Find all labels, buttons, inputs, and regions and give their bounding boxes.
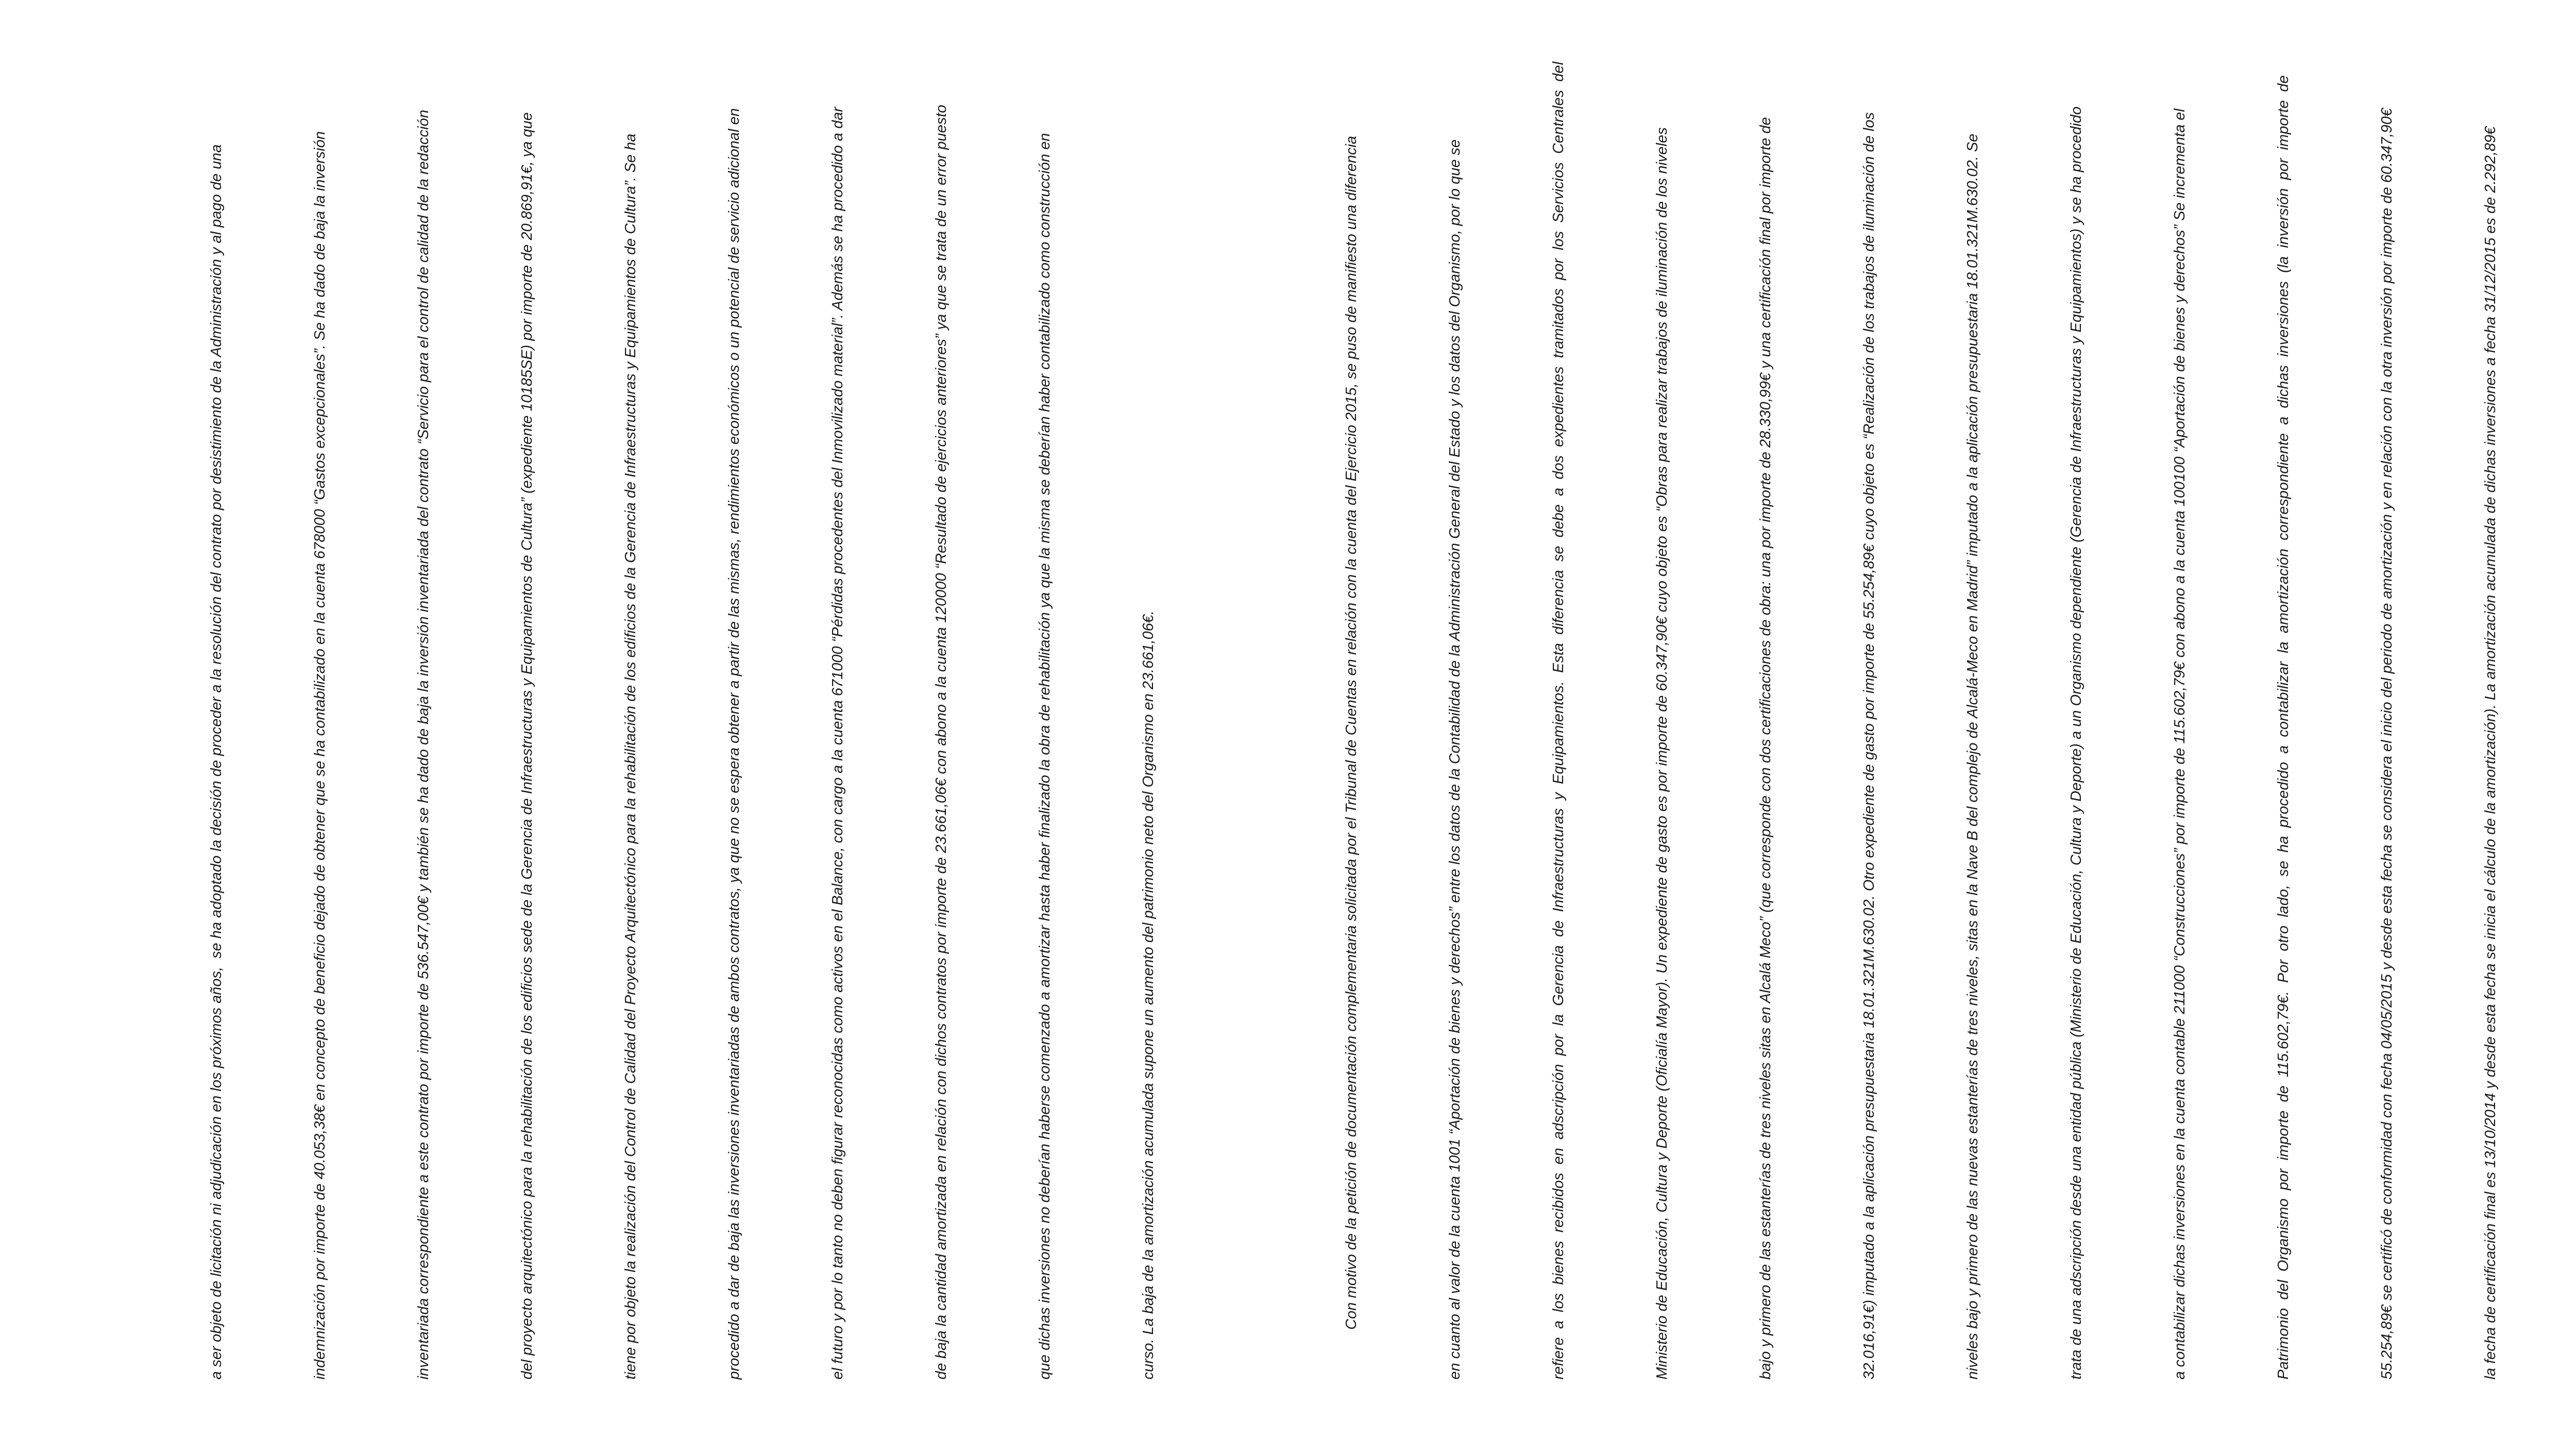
text-line: 55.254,89€ se certificó de conformidad con fecha 04/05/2015 y desde esta fecha se considera el inicio del periodo de amortización y en relación con la otra inversión por importe de 60.347,90€ [2379,108,2395,1380]
text-line: a ser objeto de licitación ni adjudicación en los próximos años, se ha adoptado la decisión de proceder a la resolución del contrato por desistimiento de la Administración y al pago de una [208,144,225,1380]
text-line: procedido a dar de baja las inversiones inventariadas de ambos contratos, ya que no se espera obtener a partir de las mismas, rendimientos económicos o un potencial de servicio adicional en [726,108,742,1380]
text-line: Con motivo de la petición de documentación complementaria solicitada por el Tribunal de Cuentas en relación con la cuenta del Ejercicio 2015, se puso de manifiesto una diferencia [1343,135,1360,1380]
text-line: del proyecto arquitectónico para la rehabilitación de los edificios sede de la Gerencia de Infraestructuras y Equipamientos de Cultura” (expediente 10185SE) por importe de 20.869,91€, ya que [519,112,535,1380]
text-line: trata de una adscripción desde una entidad pública (Ministerio de Educación, Cultura y Deporte) a un Organismo dependiente (Gerencia de Infraestructuras y Equipamientos) y se ha procedido [2068,106,2084,1380]
text-line: niveles bajo y primero de las nuevas estanterías de tres niveles, sitas en la Nave B del complejo de Alcalá-Meco en Madrid” imputado a la aplicación presupuestaria 18.01.321M.630.02. Se [1964,133,1981,1380]
text-line: el futuro y por lo tanto no deben figurar reconocidas como activos en el Balance, con cargo a la cuenta 671000 “Pérdidas procedentes del Inmovilizado material”. Además se ha procedido a dar [829,107,846,1380]
text-line: que dichas inversiones no deberían haberse comenzado a amortizar hasta haber finalizado la obra de rehabilitación ya que la misma se deberían haber contabilizado como construcción en [1037,133,1053,1380]
text-line: curso. La baja de la amortización acumulada supone un aumento del patrimonio neto del Organismo en 23.661,06€. [1140,610,1157,1380]
text-line: 32.016,91€) imputado a la aplicación presupuestaria 18.01.321M.630.02. Otro expediente de gasto por importe de 55.254,89€ cuyo objeto es “Realización de los trabajos de iluminación de los [1861,112,1877,1380]
text-line: inventariada correspondiente a este contrato por importe de 536.547,00€ y también se ha dado de baja la inversión inventariada del contrato “Servicio para el control de calidad de la redacción [415,110,432,1380]
text-line: en cuanto al valor de la cuenta 1001 “Aportación de bienes y derechos” entre los datos de la Contabilidad de la Administración General del Estado y los datos del Organismo, por lo que se [1447,139,1463,1380]
text-line: de baja la cantidad amortizada en relación con dichos contratos por importe de 23.661,06€ con abono a la cuenta 120000 “Resultado de ejercicios anteriores” ya que se trata de un error puesto [933,105,950,1380]
text-line: bajo y primero de las estanterías de tres niveles sitas en Alcalá Meco” (que corresponde con dos certificaciones de obra: una por importe de 28.330,99€ y una certificación final por importe de [1757,117,1774,1380]
text-line: tiene por objeto la realización del Control de Calidad del Proyecto Arquitectónico para la rehabilitación de los edificios de la Gerencia de Infraestructuras y Equipamientos de Cultura”. Se ha [622,133,639,1380]
text-line: Ministerio de Educación, Cultura y Deporte (Oficialía Mayor). Un expediente de gasto es por importe de 60.347,90€ cuyo objeto es “Obras para realizar trabajos de iluminación de los niveles [1654,127,1670,1380]
paragraph-1 [130,50,1235,1380]
text-line: indemnización por importe de 40.053,38€ en concepto de beneficio dejado de obtener que se ha contabilizado en la cuenta 678000 “Gastos excepcionales”. Se ha dado de baja la inversión [312,131,328,1380]
paragraph-2 [1265,50,2576,1380]
text-line: Patrimonio del Organismo por importe de 115.602,79€. Por otro lado, se ha procedido a contabilizar la amortización correspondiente a dichas inversiones (la inversión por importe de [2275,75,2292,1380]
text-line: a contabilizar dichas inversiones en la cuenta contable 211000 “Construcciones” por importe de 115.602,79€ con abono a la cuenta 100100 “Aportación de bienes y derechos” Se incrementa el [2172,108,2188,1380]
text-line: refiere a los bienes recibidos en adscripción por la Gerencia de Infraestructuras y Equipamientos. Esta diferencia se debe a dos expedientes tramitados por los Servicios Centrales del [1550,61,1567,1380]
rotated-text-block [130,50,2499,1380]
text-line: la fecha de certificación final es 13/10/2014 y desde esta fecha se inicia el cálculo de la amortización). La amortización acumulada de dichas inversiones a fecha 31/12/2015 es de 2.292,89€ [2482,126,2499,1380]
